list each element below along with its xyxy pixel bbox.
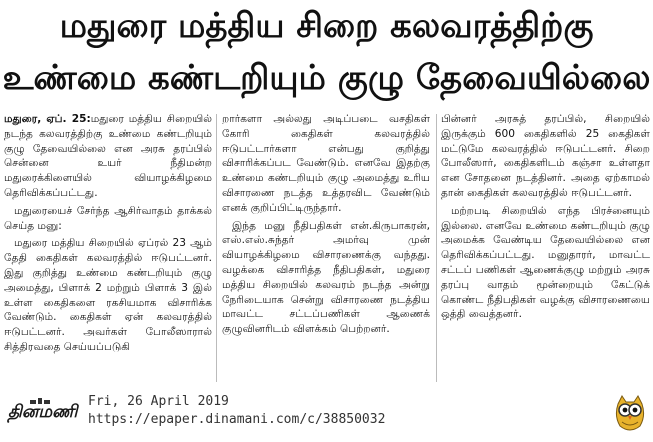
- paragraph: றார்களா அல்லது அடிப்படை வசதிகள் கோரி கைதிகள் கலவரத்தில் ஈடுபட்டார்களா என்பது குறித்து விசாரிக்கப்பட வேண்டும். எனவே இதற்கு உண்மை கண்டறியும் குழு அமைத்து உரிய விசாரணை நடத்த உத்தரவிட வேண்டும் எனக் குறிப்பிட்டிருந்தார்.: [222, 113, 430, 214]
- paragraph: மற்றபடி சிறையில் எந்த பிரச்னையும் இல்லை. எனவே உண்மை கண்டறியும் குழு அமைக்க வேண்டிய தேவையில்லை என தெரிவிக்கப்பட்டது. மனுதாரர், மாவட்ட சட்டப் பணிகள் ஆணைக்குழு மற்றும் அரசு தரப்பு வாதம் மூன்றையும் கேட்டுக் கொண்ட நீதிபதிகள் வழக்கு விசாரணையை ஒத்தி வைத்தனர்.: [441, 204, 650, 321]
- dinamani-logo-text: தினமணி: [8, 402, 78, 422]
- headline-line-2: உண்மை கண்டறியும் குழு தேவையில்லை: [2, 58, 651, 98]
- article-column-2: [222, 112, 430, 384]
- clipping-url[interactable]: https://epaper.dinamani.com/c/38850032: [88, 412, 386, 427]
- paragraph: மதுரை மத்திய சிறையில் நடந்த கலவரத்திற்கு உண்மை கண்டறியும் குழு தேவையில்லை என அரசு தரப்பில் சென்னை உயர் நீதிமன்ற மதுரைக்கிளையில் வியாழக்கிழமை தெரிவிக்கப்பட்டது.: [4, 113, 212, 199]
- dateline: மதுரை, ஏப். 25:: [4, 113, 91, 125]
- article-body: [4, 112, 650, 384]
- publication-date: Fri, 26 April 2019: [88, 394, 229, 409]
- paragraph: பின்னர் அரசுத் தரப்பில், சிறையில் இருக்கும் 600 கைதிகளில் 25 கைதிகள் மட்டுமே கலவரத்தில் ஈடுபட்டனர். சிறை போலீஸார், கைதிகளிடம் கஞ்சா உள்ளதா என சோதனை நடத்தினர். அதை ஏற்காமல் தான் கைதிகள் கலவரத்தில் ஈடுபட்டனர்.: [441, 113, 650, 199]
- article-column-1: [4, 112, 212, 384]
- paragraph: மதுரையைச் சேர்ந்த ஆசிர்வாதம் தாக்கல் செய்த மனு:: [4, 204, 212, 232]
- headline-line-1: மதுரை மத்திய சிறை கலவரத்திற்கு: [59, 6, 594, 46]
- article-column-3: [441, 112, 650, 384]
- paragraph: இந்த மனு நீதிபதிகள் என்.கிருபாகரன், எஸ்.எஸ்.சுந்தர் அமர்வு முன் வியாழக்கிழமை விசாரணைக்கு வந்தது. வழக்கை விசாரித்த நீதிபதிகள், மதுரை மத்திய சிறையில் கலவரம் நடந்த அன்று நேரிடையாக சென்று விசாரணை நடத்திய மாவட்ட சட்டப்பணிகள் ஆணைக் குழுவினரிடம் விளக்கம் பெற்றனர்.: [222, 219, 430, 336]
- paragraph: மதுரை மத்திய சிறையில் ஏப்ரல் 23 ஆம் தேதி கைதிகள் கலவரத்தில் ஈடுபட்டனர். இது குறித்து உண்மை கண்டறியும் குழு அமைத்து, பிளாக் 2 மற்றும் பிளாக் 3 இல் உள்ள கைதிகளை ரகசியமாக விசாரிக்க வேண்டும். கைதிகள் ஏன் கலவரத்தில் ஈடுபட்டனர். அவர்கள் போலீஸாரால் சித்திரவதை செய்யப்படுகி: [4, 237, 212, 353]
- owl-mascot-icon: [612, 394, 648, 434]
- clipping-footer: [0, 388, 653, 442]
